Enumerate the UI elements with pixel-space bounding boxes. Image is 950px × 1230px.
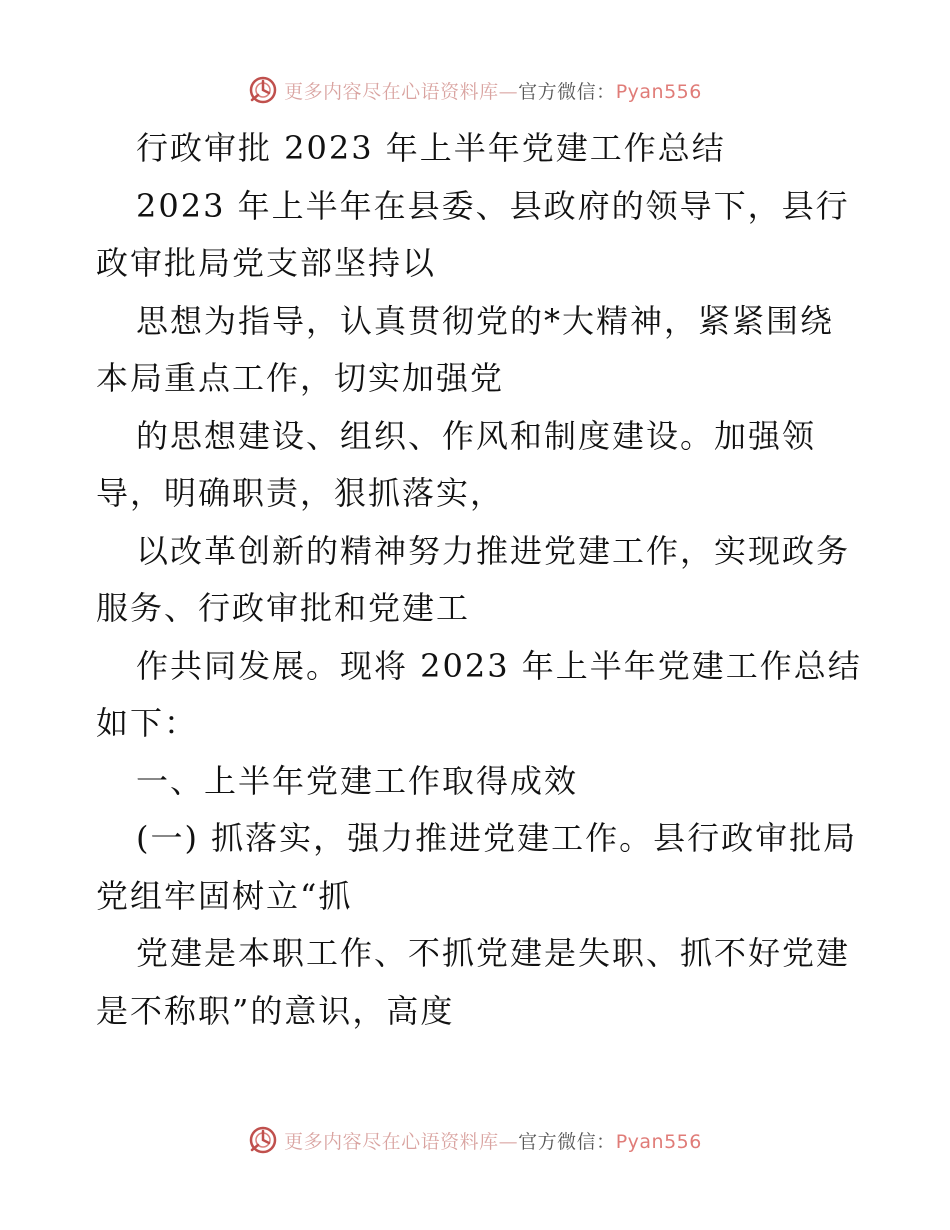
watermark-text — [284, 1127, 702, 1154]
watermark-main-text: 更多内容尽在心语资料库 — [284, 1130, 499, 1153]
watermark-footer — [0, 1120, 950, 1160]
watermark-label: 官方微信： — [518, 1130, 616, 1153]
subsection-heading: (一) 抓落实，强力推进党建工作。县行政审批局 — [136, 819, 858, 857]
paragraph-line: 以改革创新的精神努力推进党建工作，实现政务 — [136, 531, 851, 570]
watermark-main-text: 更多内容尽在心语资料库 — [284, 80, 499, 103]
paragraph-line: 导，明确职责，狠抓落实， — [96, 474, 505, 512]
watermark-separator: — — [498, 80, 519, 103]
section-heading: 一、上半年党建工作取得成效 — [136, 761, 579, 800]
paragraph-line: 思想为指导，认真贯彻党的*大精神，紧紧围绕 — [136, 301, 835, 340]
paragraph-line: 2023 年上半年在县委、县政府的领导下，县行 — [136, 186, 850, 225]
clock-logo-icon — [248, 75, 278, 105]
watermark-label: 官方微信： — [518, 80, 616, 103]
watermark-header — [0, 70, 950, 110]
paragraph-line: 服务、行政审批和党建工 — [96, 589, 471, 627]
paragraph-line: 党组牢固树立“抓 — [96, 876, 353, 915]
clock-logo-icon — [248, 1125, 278, 1155]
paragraph-line: 如下： — [96, 704, 199, 742]
paragraph-line: 本局重点工作，切实加强党 — [96, 359, 505, 397]
paragraph-line: 作共同发展。现将 2023 年上半年党建工作总结 — [136, 646, 862, 685]
paragraph-line: 政审批局党支部坚持以 — [96, 244, 437, 282]
paragraph-line: 的思想建设、组织、作风和制度建设。加强领 — [136, 416, 817, 455]
watermark-wechat-id: Pyan556 — [615, 1130, 702, 1153]
watermark-wechat-id: Pyan556 — [615, 80, 702, 103]
document-body — [96, 120, 862, 1040]
watermark-text — [284, 77, 702, 104]
document-title: 行政审批 2023 年上半年党建工作总结 — [136, 129, 726, 167]
watermark-separator: — — [498, 1130, 519, 1153]
paragraph-line: 党建是本职工作、不抓党建是失职、抓不好党建 — [136, 934, 851, 972]
paragraph-line: 是不称职”的意识，高度 — [96, 991, 455, 1030]
